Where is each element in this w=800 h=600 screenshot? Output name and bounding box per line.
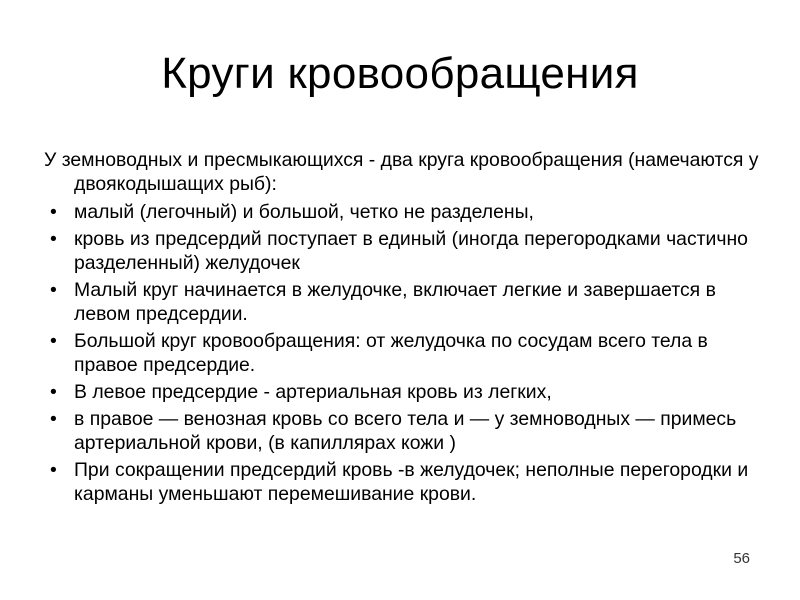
bullet-text: в правое — венозная кровь со всего тела и — у земноводных — примесь артериальной крови, (в капиллярах кожи ) bbox=[74, 408, 737, 454]
bullet-text: Малый круг начинается в желудочке, включает легкие и завершается в левом предсердии. bbox=[74, 279, 716, 325]
bullet-icon: • bbox=[50, 228, 57, 250]
bullet-text: кровь из предсердий поступает в единый (иногда перегородками частично разделенный) желудочек bbox=[74, 228, 748, 274]
bullet-icon: • bbox=[50, 381, 57, 403]
page-number: 56 bbox=[733, 550, 750, 567]
bullet-list bbox=[44, 200, 764, 506]
bullet-item bbox=[44, 380, 764, 404]
bullet-icon: • bbox=[50, 408, 57, 430]
bullet-icon: • bbox=[50, 201, 57, 223]
bullet-text: В левое предсердие - артериальная кровь из легких, bbox=[74, 381, 552, 403]
bullet-icon: • bbox=[50, 279, 57, 301]
bullet-text: Большой круг кровообращения: от желудочка по сосудам всего тела в правое предсердие. bbox=[74, 330, 708, 376]
bullet-item bbox=[44, 200, 764, 224]
bullet-icon: • bbox=[50, 330, 57, 352]
bullet-text: При сокращении предсердий кровь -в желудочек; неполные перегородки и карманы уменьшают перемешивание крови. bbox=[74, 459, 749, 505]
bullet-text: малый (легочный) и большой, четко не разделены, bbox=[74, 201, 534, 223]
intro-paragraph: У земноводных и пресмыкающихся - два круга кровообращения (намечаются у двоякодышащих рыб): bbox=[44, 149, 759, 195]
bullet-item bbox=[44, 407, 764, 455]
bullet-item bbox=[44, 278, 764, 326]
bullet-item bbox=[44, 458, 764, 506]
bullet-item bbox=[44, 329, 764, 377]
slide-body bbox=[44, 148, 764, 509]
bullet-icon: • bbox=[50, 459, 57, 481]
bullet-item bbox=[44, 227, 764, 275]
slide-title: Круги кровообращения bbox=[161, 49, 639, 98]
